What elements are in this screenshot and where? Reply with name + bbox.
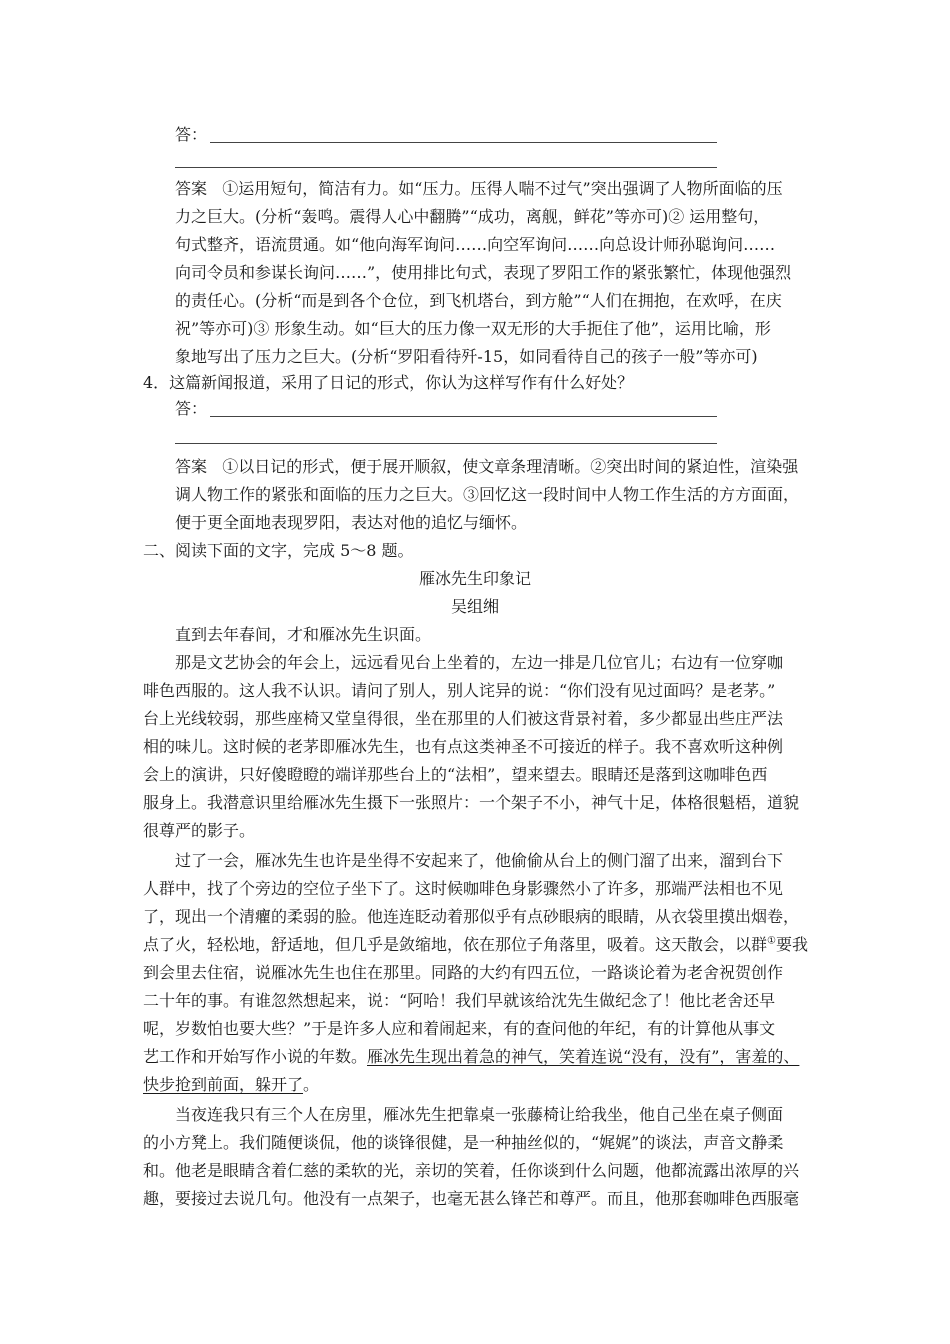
- section-heading: 二、阅读下面的文字，完成 5～8 题。: [143, 541, 414, 560]
- answer-title: 答案: [175, 179, 208, 198]
- answer-text: 调人物工作的紧张和面临的压力之巨大。③回忆这一段时间中人物工作生活的方方面面，: [175, 485, 800, 504]
- paragraph-line: 呢，岁数怕也要大些？”于是许多人应和着闹起来，有的查问他的年纪，有的计算他从事文: [143, 1019, 776, 1038]
- paragraph-line: 那是文艺协会的年会上，远远看见台上坐着的，左边一排是几位官儿；右边有一位穿咖: [175, 653, 784, 672]
- answer-text: 祝”等亦可)③ 形象生动。如“巨大的压力像一双无形的大手扼住了他”，运用比喻，形: [175, 319, 771, 338]
- answer-text: 力之巨大。(分析“轰鸣。震得人心中翻腾”“成功，离舰，鲜花”等亦可)② 运用整句，: [175, 207, 770, 226]
- underlined-sentence: 快步抢到前面，躲开了: [143, 1075, 304, 1094]
- paragraph-line: 和。他老是眼睛含着仁慈的柔软的光，亲切的笑着，任你谈到什么问题，他都流露出浓厚的兴: [143, 1161, 800, 1180]
- answer-title: 答案: [175, 457, 208, 476]
- answer-text: 便于更全面地表现罗阳，表达对他的追忆与缅怀。: [175, 513, 528, 532]
- paragraph-line: 了，现出一个清癯的柔弱的脸。他连连眨动着那似乎有点砂眼病的眼睛，从衣袋里摸出烟卷，: [143, 907, 800, 926]
- answer-line: [175, 443, 717, 444]
- paragraph-line: 会上的演讲，只好傻瞪瞪的端详那些台上的“法相”，望来望去。眼睛还是落到这咖啡色西: [143, 765, 768, 784]
- answer-line: [175, 167, 717, 168]
- answer-text: 答案 ①以日记的形式，便于展开顺叙，使文章条理清晰。②突出时间的紧迫性，渲染强: [175, 457, 799, 476]
- question-4: 4．这篇新闻报道，采用了日记的形式，你认为这样写作有什么好处？: [143, 373, 634, 392]
- paragraph-line: 当夜连我只有三个人在房里，雁冰先生把靠桌一张藤椅让给我坐，他自己坐在桌子侧面: [175, 1105, 784, 1124]
- paragraph-line: 的小方凳上。我们随便谈侃，他的谈锋很健，是一种抽丝似的，“娓娓”的谈法，声音文静柔: [143, 1133, 784, 1152]
- paragraph-line: 人群中，找了个旁边的空位子坐下了。这时候咖啡色身影骤然小了许多，那端严法相也不见: [143, 879, 784, 898]
- answer-text: 答案 ①运用短句，简洁有力。如“压力。压得人喘不过气”突出强调了人物所面临的压: [175, 179, 783, 198]
- paragraph-line: 很尊严的影子。: [143, 821, 256, 840]
- paragraph-line: 到会里去住宿，说雁冰先生也住在那里。同路的大约有四五位，一路谈论着为老舍祝贺创作: [143, 963, 784, 982]
- answer-line: [210, 416, 717, 417]
- paragraph-line: 二十年的事。有谁忽然想起来，说：“阿哈！我们早就该给沈先生做纪念了！他比老舍还早: [143, 991, 776, 1010]
- paragraph-line: 直到去年春间，才和雁冰先生识面。: [175, 625, 432, 644]
- passage-author: 吴组缃: [450, 597, 499, 616]
- paragraph-line: 快步抢到前面，躲开了。: [143, 1075, 320, 1094]
- paragraph-line: 啡色西服的。这人我不认识。请问了别人，别人诧异的说：“你们没有见过面吗？是老茅。”: [143, 681, 776, 700]
- paragraph-line: 过了一会，雁冰先生也许是坐得不安起来了，他偷偷从台上的侧门溜了出来，溜到台下: [175, 851, 784, 870]
- paragraph-line: 趣，要接过去说几句。他没有一点架子，也毫无甚么锋芒和尊严。而且，他那套咖啡色西服毫: [143, 1189, 800, 1208]
- underlined-sentence: 雁冰先生现出着急的神气，笑着连说“没有，没有”，害羞的、: [367, 1047, 800, 1066]
- answer-label: 答：: [175, 399, 208, 418]
- paragraph-line: 艺工作和开始写作小说的年数。雁冰先生现出着急的神气，笑着连说“没有，没有”，害羞的、: [143, 1047, 800, 1066]
- paragraph-line: 相的味儿。这时候的老茅即雁冰先生，也有点这类神圣不可接近的样子。我不喜欢听这种例: [143, 737, 784, 756]
- answer-line: [210, 142, 717, 143]
- answer-text: 的责任心。(分析“而是到各个仓位，到飞机塔台，到方舱”“人们在拥抱，在欢呼，在庆: [175, 291, 782, 310]
- answer-text: 向司令员和参谋长询问……”，使用排比句式，表现了罗阳工作的紧张繁忙，体现他强烈: [175, 263, 792, 282]
- paragraph-line: 台上光线较弱，那些座椅又堂皇得很，坐在那里的人们被这背景衬着，多少都显出些庄严法: [143, 709, 784, 728]
- paragraph-line: 服身上。我潜意识里给雁冰先生摄下一张照片：一个架子不小，神气十足，体格很魁梧，道貌: [143, 793, 800, 812]
- answer-text: 象地写出了压力之巨大。(分析“罗阳看待歼-15，如同看待自己的孩子一般”等亦可): [175, 347, 758, 366]
- passage-title: 雁冰先生印象记: [418, 569, 531, 588]
- answer-text: 句式整齐，语流贯通。如“他向海军询问……向空军询问……向总设计师孙聪询问……: [175, 235, 776, 254]
- paragraph-line: 点了火，轻松地，舒适地，但几乎是敛缩地，依在那位子角落里，吸着。这天散会，以群①要我: [143, 935, 808, 954]
- footnote-marker: ①: [767, 935, 776, 947]
- answer-label: 答：: [175, 125, 208, 144]
